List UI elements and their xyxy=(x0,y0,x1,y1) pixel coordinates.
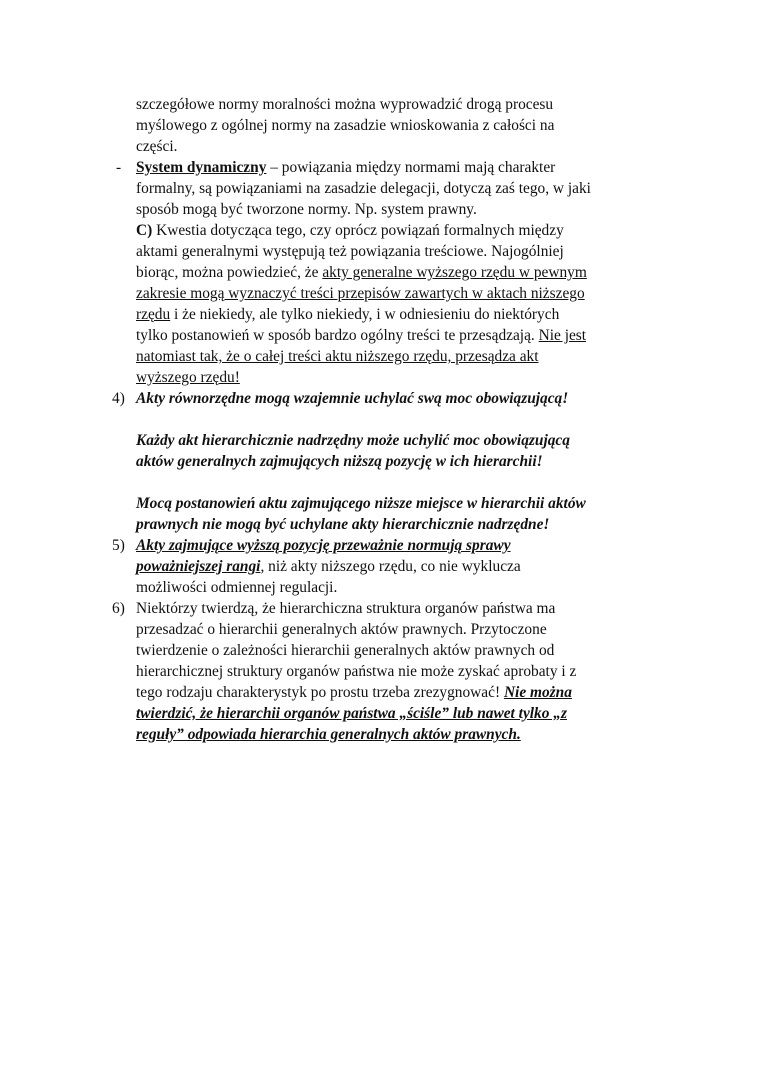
point-c-line: aktami generalnymi występują też powiązania treściowe. Najogólniej xyxy=(136,243,564,260)
item-4-para: aktów generalnych zajmujących niższą pozycję w ich hierarchii! xyxy=(136,453,543,470)
item-5-emphasis: poważniejszej rangi xyxy=(136,558,261,575)
dynamic-system-term: System dynamiczny xyxy=(136,159,267,176)
continuation-line: części. xyxy=(136,138,178,155)
dynamic-system-line xyxy=(136,157,555,178)
continuation-line: szczegółowe normy moralności można wyprowadzić drogą procesu xyxy=(136,96,554,113)
point-c-line xyxy=(136,262,587,283)
item-5-number: 5) xyxy=(112,537,125,554)
point-c-line xyxy=(136,325,586,346)
item-6-line: hierarchicznej struktury organów państwa nie może zyskać aprobaty i z xyxy=(136,663,577,680)
point-c-underlined: Nie jest xyxy=(538,327,587,344)
item-4-number: 4) xyxy=(112,390,125,407)
item-6-line: twierdzenie o zależności hierarchii generalnych aktów prawnych od xyxy=(136,642,555,659)
point-c-text: i że niekiedy, ale tylko niekiedy, i w odniesieniu do niektórych xyxy=(170,306,560,323)
point-c-text: tylko postanowień w sposób bardzo ogólny treści te przesądzają. xyxy=(136,327,539,344)
point-c-label: C) xyxy=(136,222,153,239)
item-4-para: Każdy akt hierarchicznie nadrzędny może uchylić moc obowiązującą xyxy=(136,432,570,449)
item-6-emphasis: twierdzić, że hierarchii organów państwa „ściśle” lub nawet tylko „z xyxy=(136,705,567,722)
continuation-line: myślowego z ogólnej normy na zasadzie wnioskowania z całości na xyxy=(136,117,555,134)
point-c-underlined: zakresie mogą wyznaczyć treści przepisów zawartych w aktach niższego xyxy=(136,285,585,302)
dynamic-system-line: formalny, są powiązaniami na zasadzie delegacji, dotyczą zaś tego, w jaki xyxy=(136,180,591,197)
item-5-line: możliwości odmiennej regulacji. xyxy=(136,579,338,596)
point-c-text: Kwestia dotycząca tego, czy oprócz powiązań formalnych między xyxy=(152,222,564,239)
point-c-text: biorąc, można powiedzieć, że xyxy=(136,264,323,281)
item-6-number: 6) xyxy=(112,600,125,617)
point-c-underlined: wyższego rzędu! xyxy=(136,369,240,386)
item-4-title: Akty równorzędne mogą wzajemnie uchylać swą moc obowiązującą! xyxy=(136,390,569,407)
point-c-underlined: natomiast tak, że o całej treści aktu niższego rzędu, przesądza akt xyxy=(136,348,539,365)
item-6-line: przesadzać o hierarchii generalnych aktów prawnych. Przytoczone xyxy=(136,621,547,638)
dynamic-system-line: sposób mogą być tworzone normy. Np. system prawny. xyxy=(136,201,477,218)
bullet-dash: - xyxy=(116,159,122,176)
item-5-line xyxy=(136,556,521,577)
point-c-underlined: akty generalne wyższego rzędu w pewnym xyxy=(322,264,587,281)
item-6-line xyxy=(136,682,572,703)
item-5-text: , niż akty niższego rzędu, co nie wyklucza xyxy=(260,558,521,575)
item-6-emphasis: reguły” odpowiada hierarchia generalnych aktów prawnych. xyxy=(136,726,521,743)
point-c-underlined: rzędu xyxy=(136,306,171,323)
item-4-para: prawnych nie mogą być uchylane akty hierarchicznie nadrzędne! xyxy=(136,516,550,533)
item-5-emphasis: Akty zajmujące wyższą pozycję przeważnie normują sprawy xyxy=(136,537,511,554)
item-6-emphasis: Nie można xyxy=(503,684,572,701)
item-4-para: Mocą postanowień aktu zajmującego niższe miejsce w hierarchii aktów xyxy=(136,495,586,512)
point-c-line xyxy=(136,220,564,241)
point-c-line xyxy=(136,304,559,325)
dynamic-system-definition: – powiązania między normami mają charakter xyxy=(266,159,556,176)
item-6-text: tego rodzaju charakterystyk po prostu trzeba zrezygnować! xyxy=(136,684,504,701)
item-6-line: Niektórzy twierdzą, że hierarchiczna struktura organów państwa ma xyxy=(136,600,556,617)
